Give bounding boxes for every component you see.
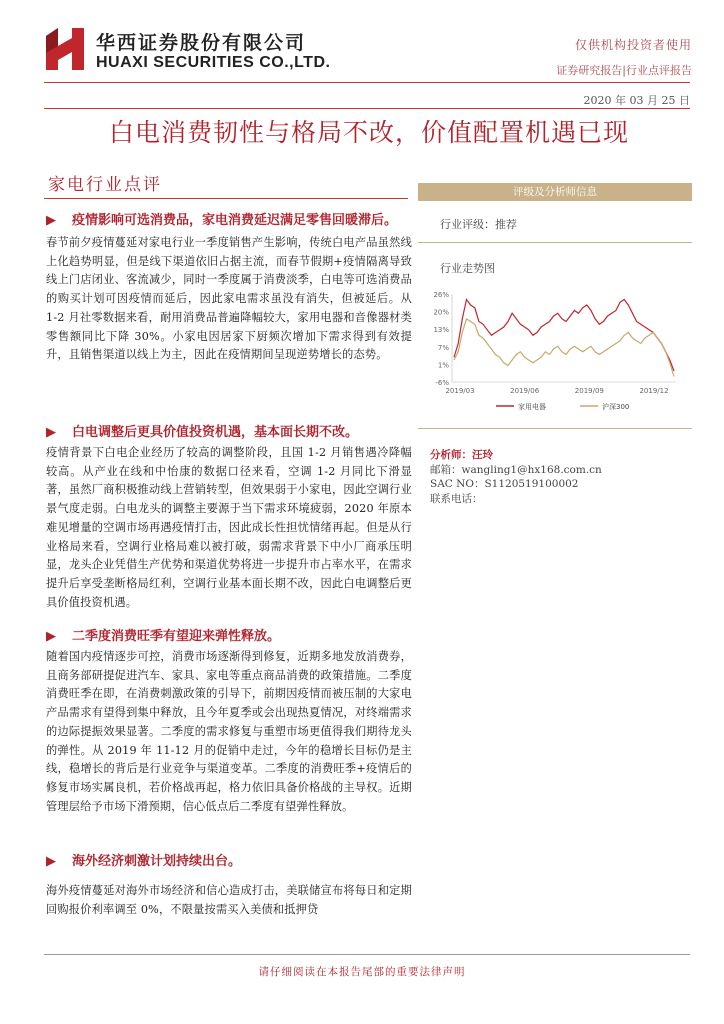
header-divider (44, 82, 690, 83)
series-line-2 (454, 319, 674, 377)
analyst-info: 分析师：汪玲 邮箱：wangling1@hx168.com.cn SAC NO：S1120519100002 联系电话： (430, 449, 602, 505)
sidebar-divider (418, 242, 692, 243)
y-tick-label: 26% (433, 291, 449, 299)
section-1 (46, 211, 412, 365)
section-title: 家电行业点评 (48, 175, 162, 195)
section-heading: ▶ 海外经济刺激计划持续出台。 (46, 852, 412, 872)
analyst-name: 汪玲 (472, 449, 493, 461)
legend-label: 沪深300 (602, 403, 630, 411)
triangle-bullet-icon: ▶ (46, 854, 56, 869)
industry-trend-chart (426, 286, 688, 416)
report-title: 白电消费韧性与格局不改，价值配置机遇已现 (108, 118, 629, 147)
section-body: 疫情背景下白电企业经历了较高的调整阶段，且国 1-2 月销售遇冷降幅较高。从产业在线和中怡康的数据口径来看，空调 1-2 月同比下滑显著，虽然厂商积极推动线上营销转型，但效果弱于小家电，因此空调行业景气度走弱。白电龙头的调整主要源于当下需求环境疲弱，2020 年原本难见增量的空调市场再遇疫情打击，因此成长性担忧情绪再起。但是从行业格局来看，空调行业格局难以被打破，弱需求背景下中小厂商承压明显，龙头企业凭借生产优势和渠道优势将进一步提升市占率水平，在需求提升后享受垄断格局红利，空调行业基本面长期不改，因此白电调整后更具价值投资机遇。 (46, 446, 412, 609)
company-name-cn: 华西证券股份有限公司 (96, 32, 307, 54)
triangle-bullet-icon: ▶ (46, 629, 56, 644)
series-line-1 (454, 300, 674, 372)
legend-label: 家用电器 (518, 403, 546, 411)
sidebar-divider (418, 428, 692, 429)
section-heading: ▶ 二季度消费旺季有望迎来弹性释放。 (46, 627, 412, 647)
section-body: 海外疫情蔓延对海外市场经济和信心造成打击，美联储宣布将每日和定期回购报价利率调至 0%，不限量按需买入美债和抵押贷 (46, 884, 412, 916)
huaxi-logo-icon (44, 26, 86, 72)
phone-label: 联系电话： (430, 492, 483, 505)
y-tick-label: 13% (433, 326, 449, 335)
x-tick-label: 2019/09 (574, 387, 604, 395)
trend-chart-title: 行业走势图 (440, 262, 495, 275)
x-tick-label: 2019/12 (639, 387, 669, 395)
section-divider (44, 198, 408, 199)
section-2 (46, 423, 412, 612)
section-4 (46, 852, 412, 919)
industry-rating: 行业评级：推荐 (440, 218, 517, 231)
section-body: 春节前夕疫情蔓延对家电行业一季度销售产生影响，传统白电产品虽然线上化趋势明显，但是线下渠道依旧占据主流，而春节假期+疫情隔离导致线上门店闭业、客流减少，同时一季度属于消费淡季，白电等可选消费品的购买计划可因疫情而延后，因此家电需求虽没有消失，但被延后。从 1-2 月社零数据来看，耐用消费品普遍降幅较大，家用电器和音像器材类零售额同比下降 30%。小家电因居家下厨频次增加下需求得到有效提升，且销售渠道以线上为主，因此在疫情期间呈现逆势增长的态势。 (46, 236, 412, 362)
rating-box-title: 评级及分析师信息 (418, 183, 692, 201)
rating-value: 推荐 (495, 218, 517, 231)
footer-divider (44, 954, 690, 955)
report-date: 2020 年 03 月 25 日 (583, 94, 690, 107)
company-name-en: HUAXI SECURITIES CO.,LTD. (96, 54, 331, 71)
section-body: 随着国内疫情逐步可控，消费市场逐渐得到修复，近期多地发放消费券，且商务部研提促进汽车、家具、家电等重点商品消费的政策措施。二季度消费旺季在即，在消费刺激政策的引导下，前期因疫情而被压制的大家电产品需求有望得到集中释放，且今年夏季或会出现热夏情况，对终端需求的边际提振效果显著。二季度的需求修复与重塑市场更值得我们期待龙头的弹性。从 2019 年 11-12 月的促销中走过，今年的稳增长目标仍是主线，稳增长的背后是行业竞争与渠道变革。二季度的消费旺季+疫情后的修复市场实属良机，若价格战再起，格力依旧具备价格战的主导权。近期管理层给予市场下滑预期，信心低点后二季度有望弹性释放。 (46, 650, 412, 813)
section-heading: ▶ 白电调整后更具价值投资机遇，基本面长期不改。 (46, 423, 412, 443)
legal-footer: 请仔细阅读在本报告尾部的重要法律声明 (258, 966, 466, 978)
y-tick-label: 20% (433, 308, 449, 317)
section-heading: ▶ 疫情影响可选消费品，家电消费延迟满足零售回暖滞后。 (46, 211, 412, 231)
y-tick-label: 1% (437, 361, 449, 370)
report-type: 证券研究报告|行业点评报告 (556, 64, 692, 77)
triangle-bullet-icon: ▶ (46, 213, 56, 228)
title-divider (44, 108, 690, 109)
analyst-sac: S1120519100002 (484, 478, 579, 490)
section-3 (46, 627, 412, 816)
y-tick-label: 7% (437, 343, 449, 352)
x-tick-label: 2019/03 (445, 387, 475, 395)
analyst-email[interactable]: wangling1@hx168.com.cn (461, 463, 602, 476)
triangle-bullet-icon: ▶ (46, 425, 56, 440)
notice-text: 仅供机构投资者使用 (574, 38, 692, 52)
x-tick-label: 2019/06 (510, 387, 540, 395)
y-tick-label: -6% (435, 379, 449, 387)
